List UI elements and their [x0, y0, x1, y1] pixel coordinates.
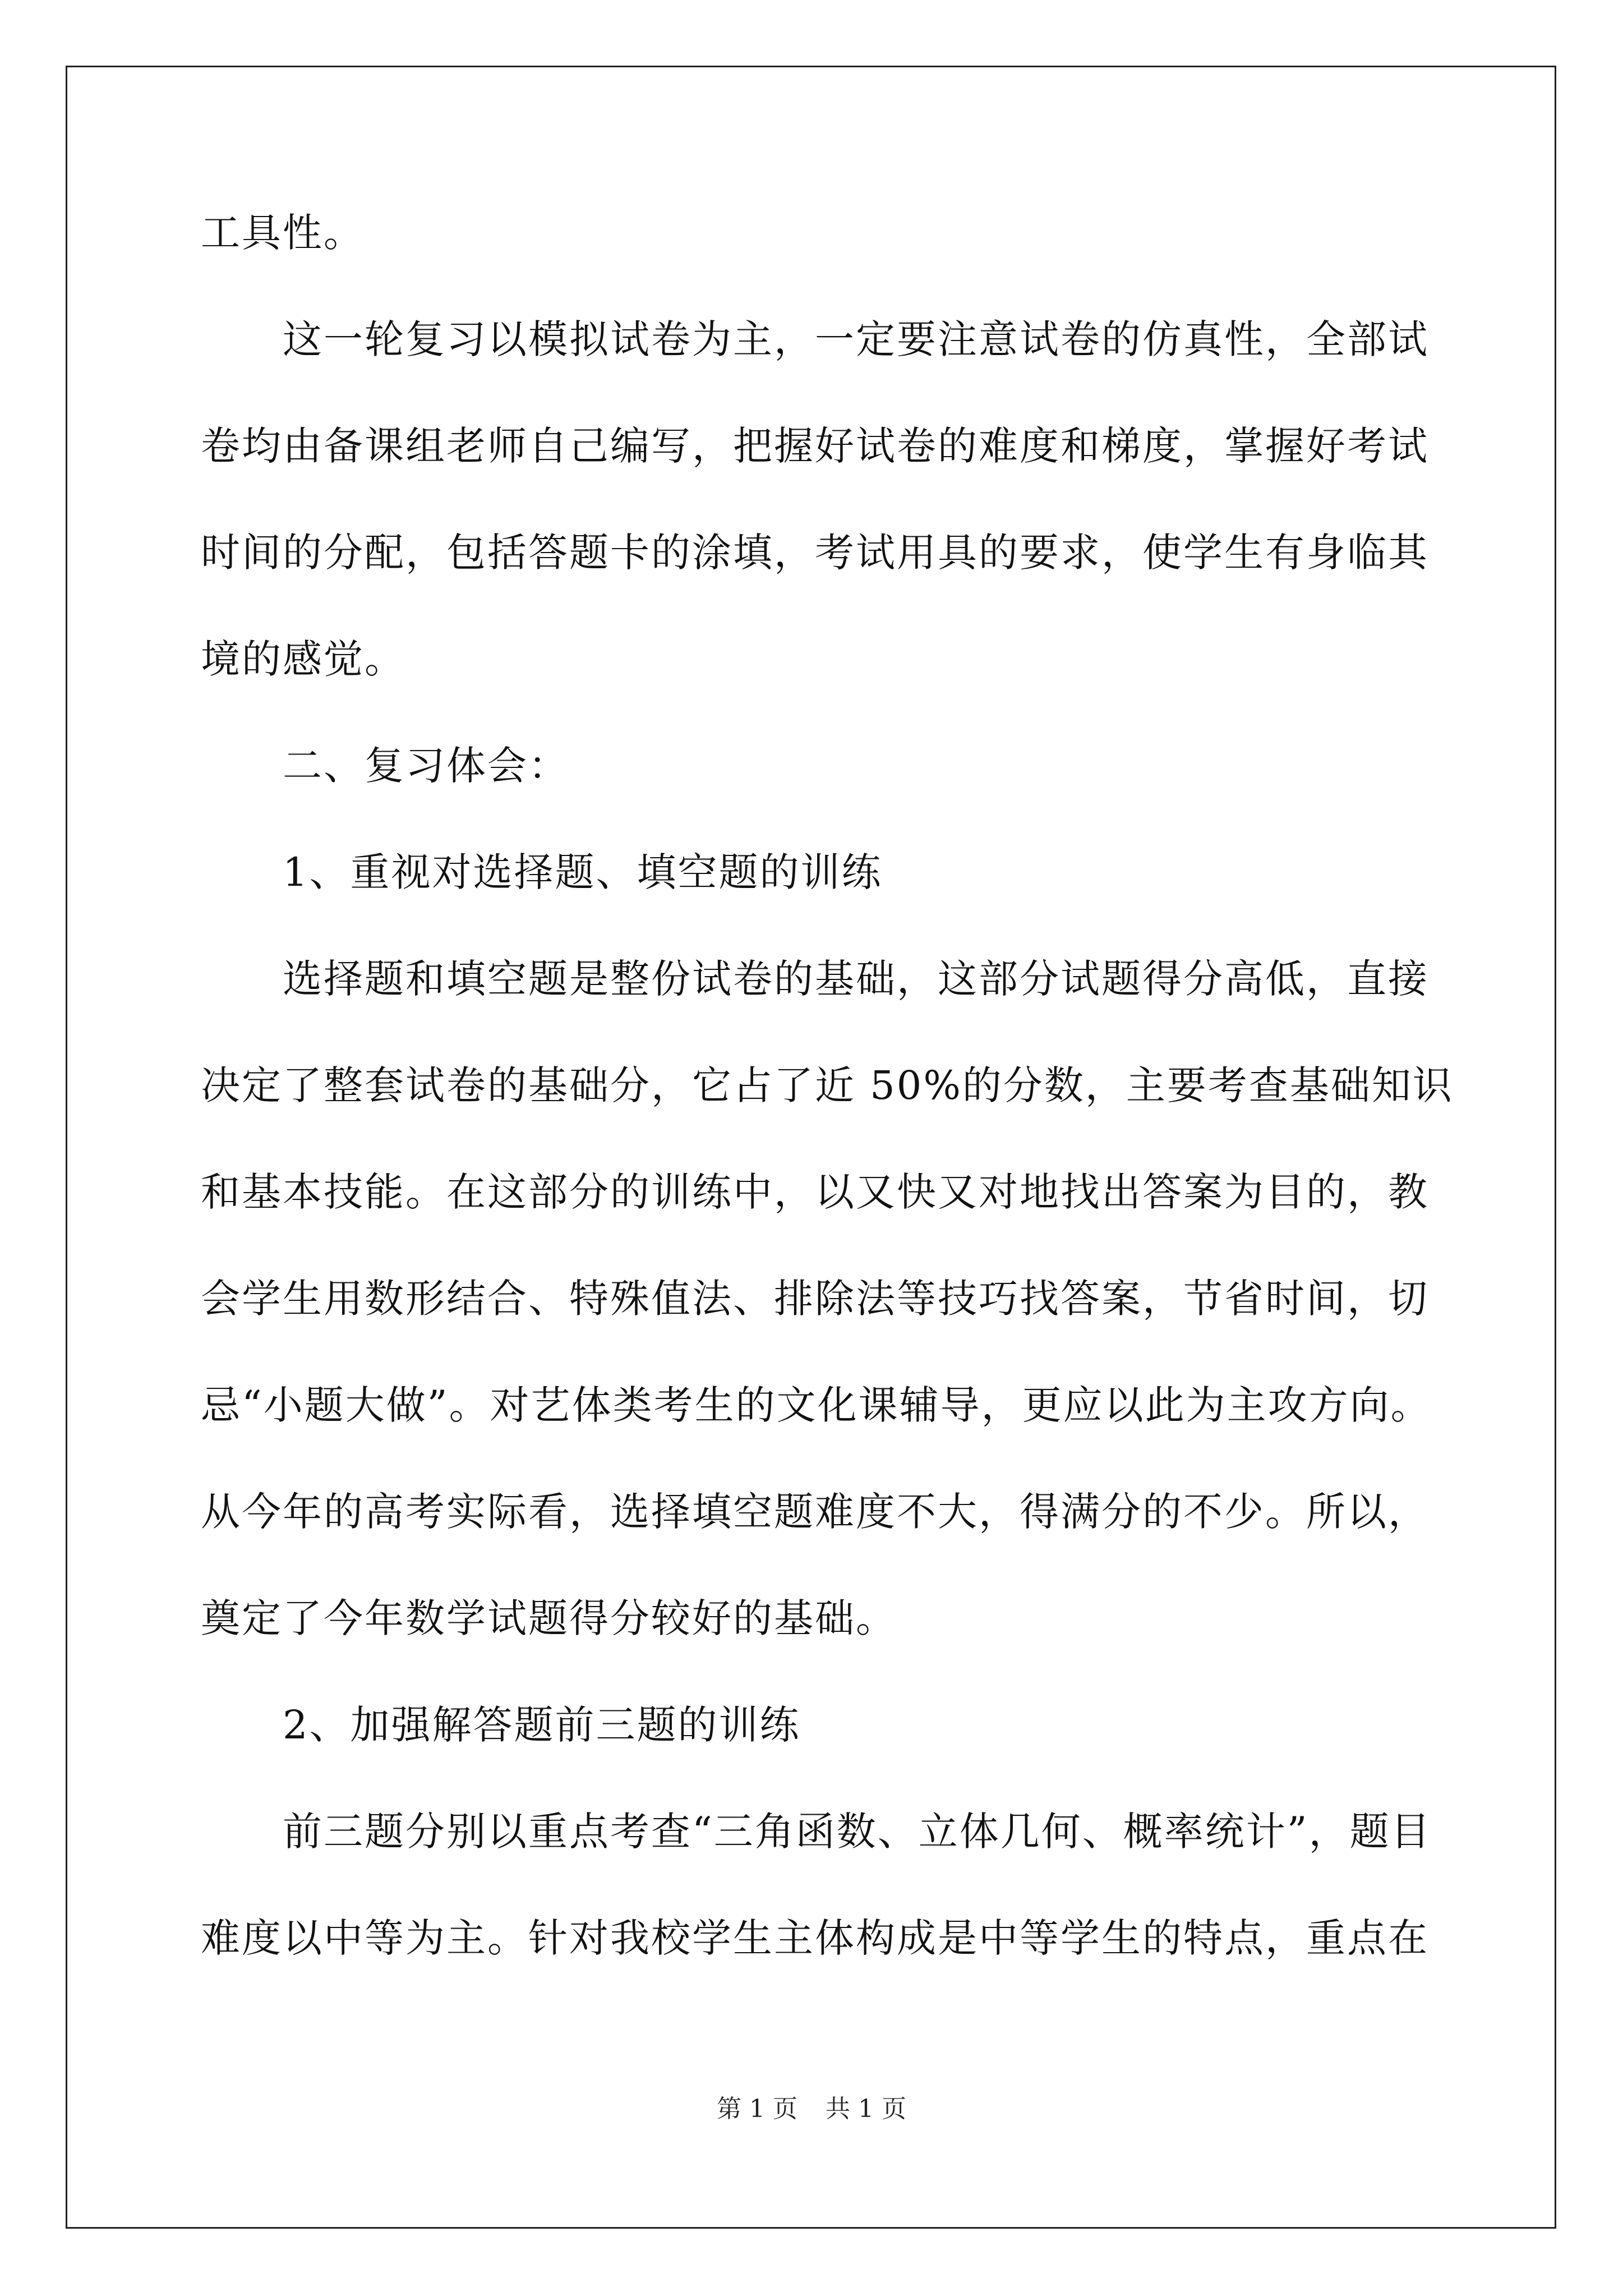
text-line: 会学生用数形结合、特殊值法、排除法等技巧找答案，节省时间，切: [201, 1276, 1429, 1322]
text-line: 和基本技能。在这部分的训练中，以又快又对地找出答案为目的，教: [201, 1169, 1429, 1215]
page-footer: [0, 2092, 1623, 2126]
subsection-heading: 2、加强解答题前三题的训练: [283, 1702, 801, 1748]
text-line: 从今年的高考实际看，选择填空题难度不大，得满分的不少。所以，: [201, 1489, 1429, 1535]
section-heading: 二、复习体会：: [283, 743, 569, 789]
text-line: 境的感觉。: [201, 636, 405, 682]
page-number-total: 共 1 页: [826, 2095, 906, 2123]
text-line: 工具性。: [201, 210, 365, 256]
text-line: 时间的分配，包括答题卡的涂填，考试用具的要求，使学生有身临其: [201, 530, 1429, 576]
text-line: 忌“小题大做”。对艺体类考生的文化课辅导，更应以此为主攻方向。: [201, 1382, 1432, 1428]
page-number-current: 第 1 页: [717, 2095, 797, 2123]
text-line: 这一轮复习以模拟试卷为主，一定要注意试卷的仿真性，全部试: [283, 316, 1429, 362]
text-line: 决定了整套试卷的基础分，它占了近 50%的分数，主要考查基础知识: [201, 1062, 1454, 1108]
text-line: 卷均由备课组老师自己编写，把握好试卷的难度和梯度，掌握好考试: [201, 423, 1429, 469]
text-line: 难度以中等为主。针对我校学生主体构成是中等学生的特点，重点在: [201, 1915, 1429, 1961]
text-line: 前三题分别以重点考查“三角函数、立体几何、概率统计”，题目: [283, 1809, 1432, 1855]
text-line: 选择题和填空题是整份试卷的基础，这部分试题得分高低，直接: [283, 956, 1429, 1002]
subsection-heading: 1、重视对选择题、填空题的训练: [283, 849, 883, 895]
page-border: [66, 66, 1556, 2229]
text-line: 奠定了今年数学试题得分较好的基础。: [201, 1595, 897, 1641]
